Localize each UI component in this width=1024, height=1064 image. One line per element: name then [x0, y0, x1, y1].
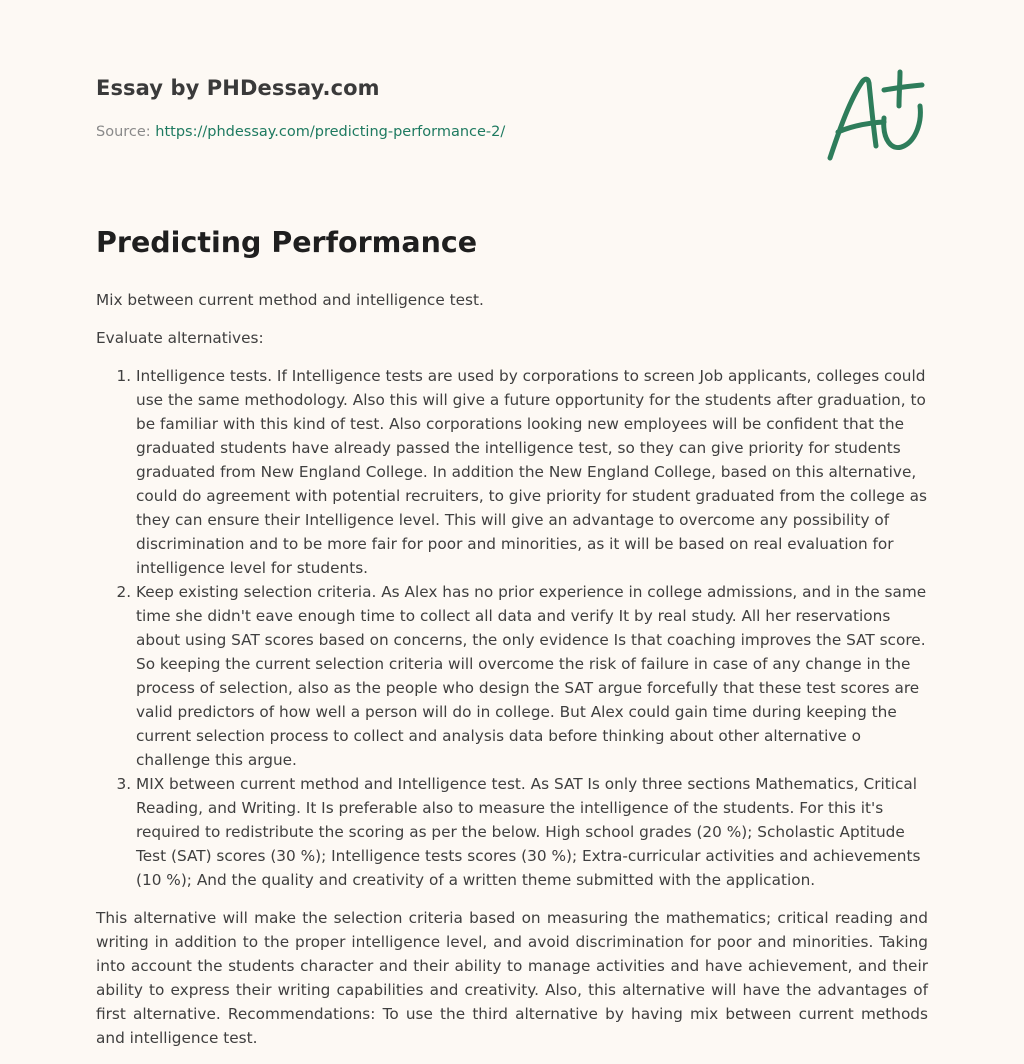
conclusion-paragraph: This alternative will make the selection criteria based on measuring the mathematics; critical reading and writing in addition to the proper intelligence level, and avoid discrimination for poor and minorities. Taking into account the students character and their ability to manage activities and have achievement, and their ability to express their writing capabilities and creativity. Also, this alternative will have the advantages of first alternative. Recommendations: To use the third alternative by having mix between current methods and intelligence test. [96, 909, 928, 1047]
alternatives-list [96, 364, 928, 892]
list-item: 1. Intelligence tests. If Intelligence tests are used by corporations to screen Job applicants, colleges could use the same methodology. Also this will give a future opportunity for the students after graduation, to be familiar with this kind of test. Also corporations looking new employees will be confident that the graduated students have already passed the intelligence test, so they can give priority for students graduated from New England College. In addition the New England College, based on this alternative, could do agreement with potential recruiters, to give priority for student graduated from the college as they can ensure their Intelligence level. This will give an advantage to overcome any possibility of discrimination and to be more fair for poor and minorities, as it will be based on real evaluation for intelligence level for students. [136, 364, 928, 580]
evaluate-label: Evaluate alternatives: [96, 329, 264, 347]
essay-body [96, 288, 928, 1064]
source-link[interactable]: https://phdessay.com/predicting-performance-2/ [155, 124, 506, 140]
intro-paragraph: Mix between current method and intelligence test. [96, 291, 484, 309]
list-item: 2. Keep existing selection criteria. As Alex has no prior experience in college admissions, and in the same time she didn't eave enough time to collect all data and verify It by real study. All her reservations about using SAT scores based on concerns, the only evidence Is that coaching improves the SAT score. So keeping the current selection criteria will overcome the risk of failure in case of any change in the process of selection, also as the people who design the SAT argue forcefully that these test scores are valid predictors of how well a person will do in college. But Alex could gain time during keeping the current selection process to collect and analysis data before thinking about other alternative o challenge this argue. [136, 580, 928, 772]
site-brand: Essay by PHDessay.com [96, 76, 380, 100]
source-label: Source: [96, 124, 151, 140]
source-line [96, 124, 505, 140]
essay-title: Predicting Performance [96, 226, 478, 259]
list-item: 3. MIX between current method and Intelligence test. As SAT Is only three sections Mathematics, Critical Reading, and Writing. It Is preferable also to measure the intelligence of the students. For this it's required to redistribute the scoring as per the below. High school grades (20 %); Scholastic Aptitude Test (SAT) scores (30 %); Intelligence tests scores (30 %); Extra-curricular activities and achievements (10 %); And the quality and creativity of a written theme submitted with the application. [136, 772, 928, 892]
a-plus-logo-icon [818, 66, 928, 164]
